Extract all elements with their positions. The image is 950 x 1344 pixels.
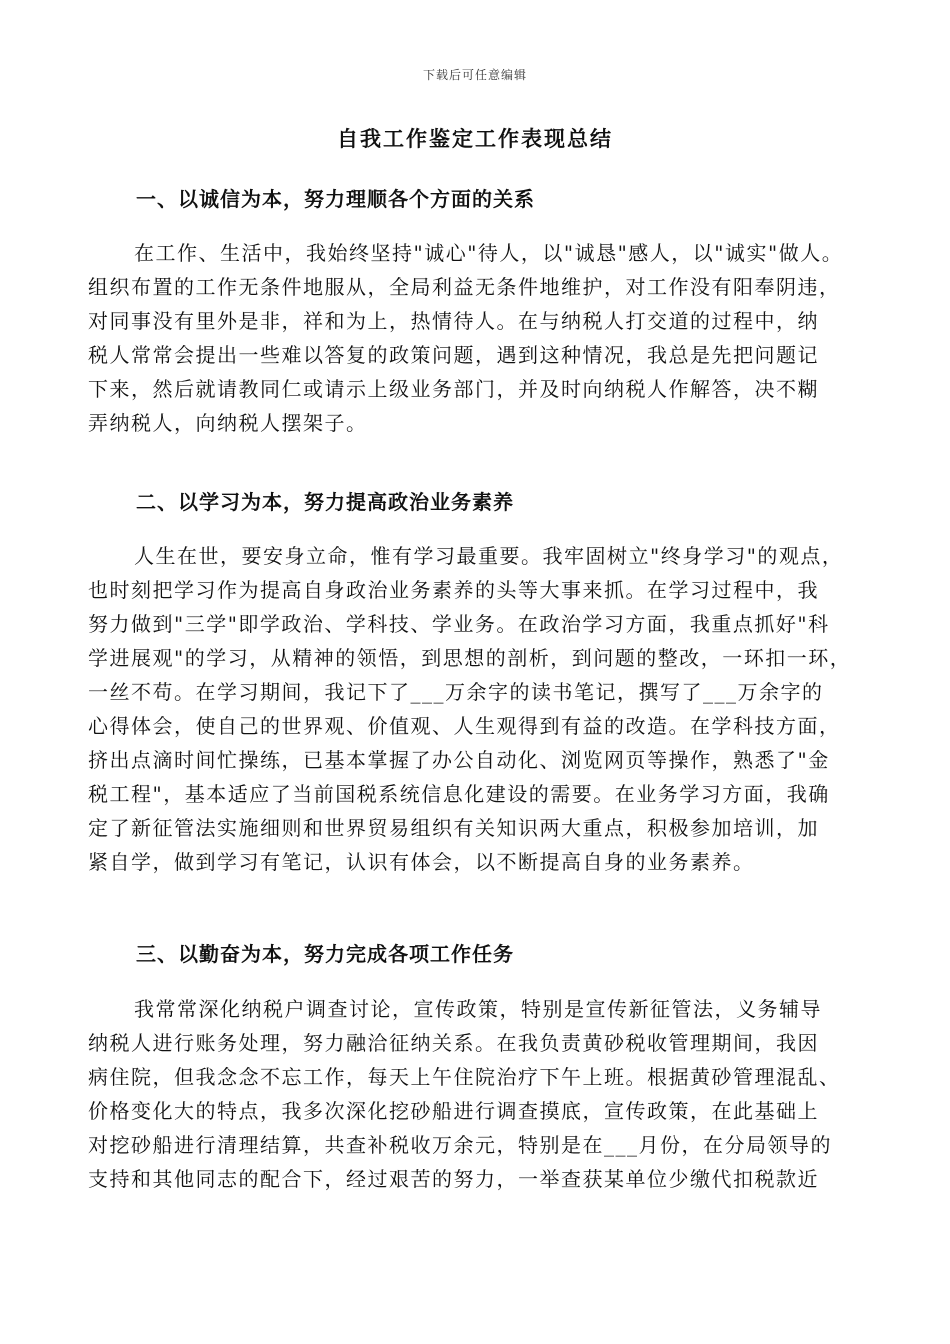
paragraph-line: 人生在世，要安身立命，惟有学习最重要。我牢固树立"终身学习"的观点， [134,544,844,568]
paragraph-line: 对挖砂船进行清理结算，共查补税收万余元，特别是在___月份，在分局领导的 [88,1133,832,1157]
paragraph-line: 组织布置的工作无条件地服从，全局利益无条件地维护，对工作没有阳奉阴违， [88,275,841,299]
header-note: 下载后可任意编辑 [422,68,527,82]
paragraph-line: 税工程"，基本适应了当前国税系统信息化建设的需要。在业务学习方面，我确 [88,782,830,806]
paragraph-line: 在工作、生活中，我始终坚持"诚心"待人，以"诚恳"感人，以"诚实"做人。 [134,241,844,265]
paragraph-line: 我常常深化纳税户调查讨论，宣传政策，特别是宣传新征管法，义务辅导 [134,997,822,1021]
paragraph-line: 定了新征管法实施细则和世界贸易组织有关知识两大重点，积极参加培训，加 [88,816,819,840]
paragraph-line: 弄纳税人，向纳税人摆架子。 [88,411,368,435]
section-3-paragraph [88,992,868,1196]
paragraph-line: 紧自学，做到学习有笔记，认识有体会，以不断提高自身的业务素养。 [88,850,755,874]
section-heading-3: 三、以勤奋为本，努力完成各项工作任务 [136,942,514,966]
paragraph-line: 病住院，但我念念不忘工作，每天上午住院治疗下午上班。根据黄砂管理混乱、 [88,1065,841,1089]
section-2-paragraph [88,539,868,879]
paragraph-line: 对同事没有里外是非，祥和为上，热情待人。在与纳税人打交道的过程中，纳 [88,309,819,333]
paragraph-line: 价格变化大的特点，我多次深化挖砂船进行调查摸底，宣传政策，在此基础上 [88,1099,819,1123]
paragraph-line: 努力做到"三学"即学政治、学科技、学业务。在政治学习方面，我重点抓好"科 [88,612,830,636]
paragraph-line: 税人常常会提出一些难以答复的政策问题，遇到这种情况，我总是先把问题记 [88,343,819,367]
section-heading-2: 二、以学习为本，努力提高政治业务素养 [136,490,514,514]
section-1-paragraph [88,236,868,440]
document-title: 自我工作鉴定工作表现总结 [337,126,613,151]
paragraph-line: 一丝不苟。在学习期间，我记下了___万余字的读书笔记，撰写了___万余字的 [88,680,824,704]
paragraph-line: 挤出点滴时间忙操练，已基本掌握了办公自动化、浏览网页等操作，熟悉了"金 [88,748,830,772]
paragraph-line: 支持和其他同志的配合下，经过艰苦的努力，一举查获某单位少缴代扣税款近 [88,1167,819,1191]
paragraph-line: 纳税人进行账务处理，努力融洽征纳关系。在我负责黄砂税收管理期间，我因 [88,1031,819,1055]
paragraph-line: 下来，然后就请教同仁或请示上级业务部门，并及时向纳税人作解答，决不糊 [88,377,819,401]
section-heading-1: 一、以诚信为本，努力理顺各个方面的关系 [136,187,535,211]
paragraph-line: 心得体会，使自己的世界观、价值观、人生观得到有益的改造。在学科技方面， [88,714,841,738]
paragraph-line: 学进展观"的学习，从精神的领悟，到思想的剖析，到问题的整改，一环扣一环， [88,646,852,670]
paragraph-line: 也时刻把学习作为提高自身政治业务素养的头等大事来抓。在学习过程中，我 [88,578,819,602]
